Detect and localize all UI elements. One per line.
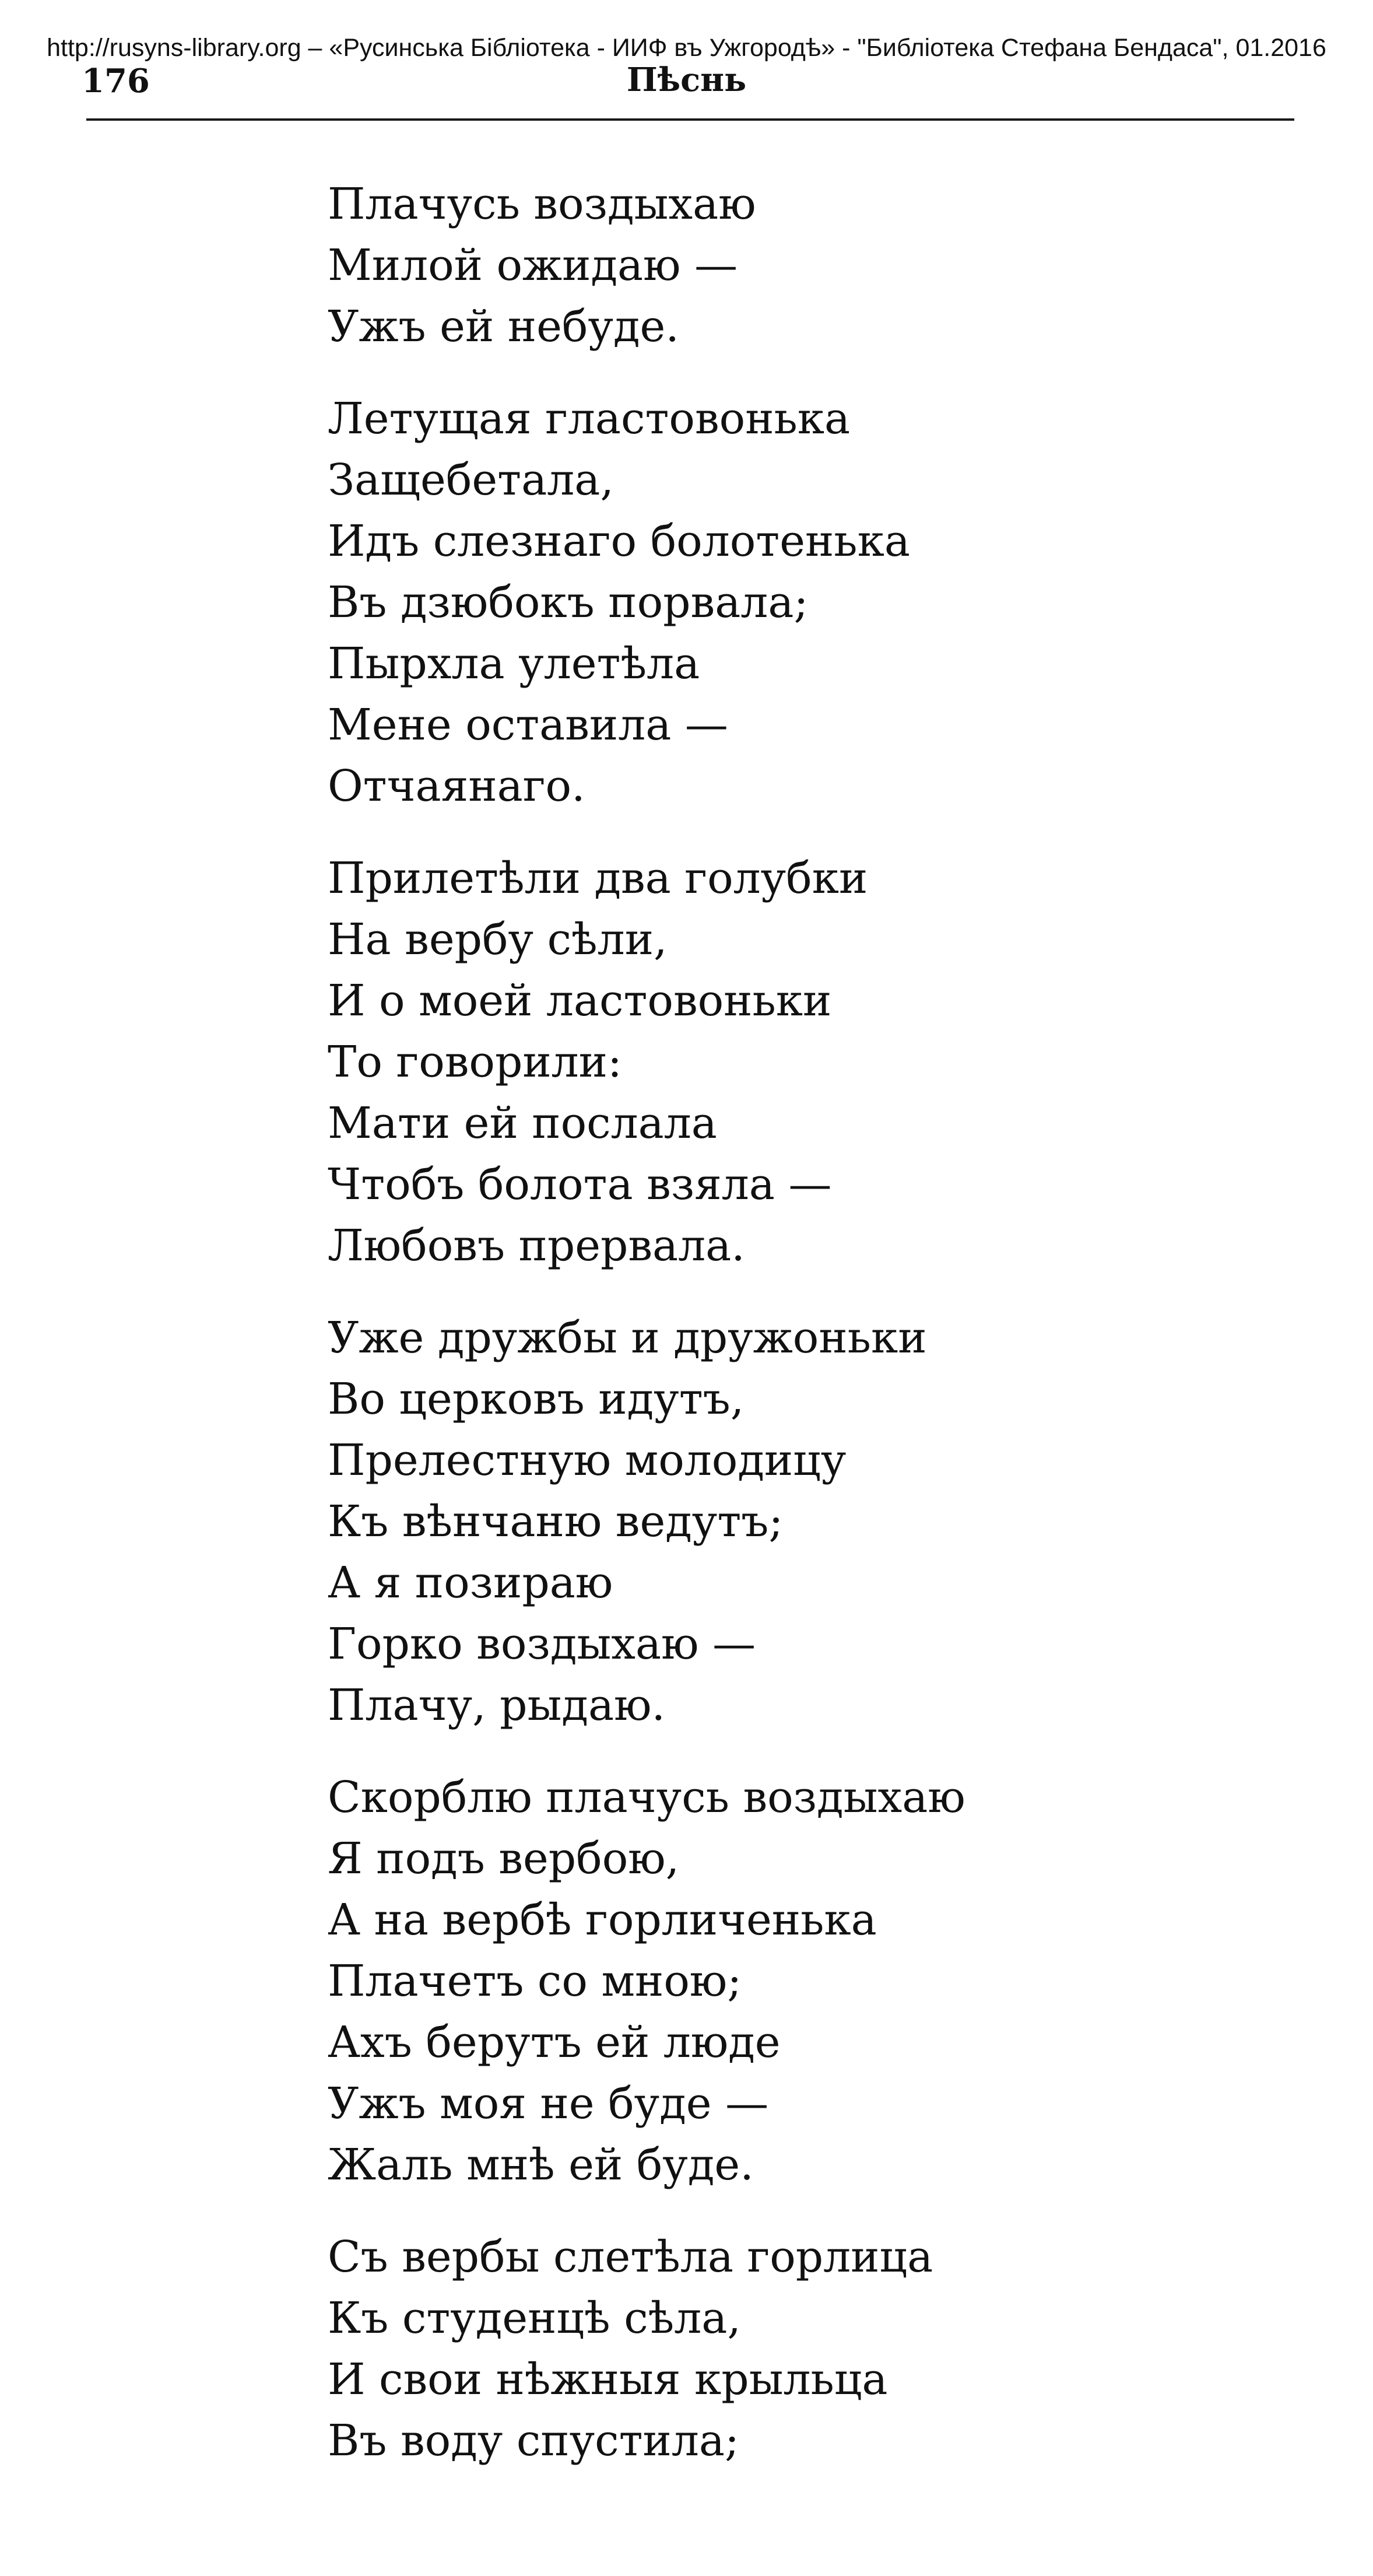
verse-line: На вербу сѣли, [328,914,668,965]
verse-line: Любовъ прервала. [328,1221,745,1271]
stanza [328,388,1260,817]
verse-line: Защебетала, [328,455,614,505]
verse-line: А я позираю [328,1558,613,1608]
verse-line: Уже дружбы и дружоньки [328,1313,927,1363]
verse-line: Къ вѣнчаню ведутъ; [328,1496,784,1547]
verse-line: И свои нѣжныя крыльца [328,2354,888,2405]
verse-line: Плачетъ со мною; [328,1956,742,2006]
header-rule [86,118,1294,121]
verse-line: Чтобъ болота взяла — [328,1159,832,1210]
verse-line: То говорили: [328,1037,622,1087]
verse-line: Жаль мнѣ ей буде. [328,2140,754,2190]
verse-line: И о моей ластовоньки [328,976,832,1026]
verse-line: Плачу, рыдаю. [328,1680,666,1730]
verse-line: Мене оставила — [328,700,728,750]
verse-line: Пырхла улетѣла [328,639,700,689]
page-number: 176 [82,62,150,100]
verse-line: Скорблю плачусь воздыхаю [328,1772,965,1823]
verse-line: Прелестную молодицу [328,1435,847,1485]
verse-line: Летущая гластовонька [328,394,851,444]
verse-line: А на вербѣ горличенька [328,1895,877,1945]
poem [328,174,1260,2503]
verse-line: Горко воздыхаю — [328,1619,756,1669]
stanza [328,848,1260,1277]
verse-line: Съ вербы слетѣла горлица [328,2232,933,2282]
verse-line: Идъ слезнаго болотенька [328,516,910,566]
stanza [328,174,1260,358]
verse-line: Плачусь воздыхаю [328,179,756,229]
verse-line: Къ студенцѣ сѣла, [328,2293,741,2343]
verse-line: Мати ей послала [328,1098,717,1148]
verse-line: Милой ожидаю — [328,240,738,290]
verse-line: Ужъ моя не буде — [328,2079,769,2129]
verse-line: Я подъ вербою, [328,1834,680,1884]
verse-line: Въ воду спустила; [328,2416,739,2466]
verse-line: Во церковъ идутъ, [328,1374,745,1424]
stanza [328,2227,1260,2472]
verse-line: Ахъ берутъ ей люде [328,2017,781,2067]
stanza [328,1308,1260,1736]
verse-line: Ужъ ей небуде. [328,302,679,352]
verse-line: Отчаянаго. [328,761,585,811]
stanza [328,1767,1260,2196]
running-title: Пѣснь [626,61,747,99]
verse-line: Въ дзюбокъ порвала; [328,577,809,628]
source-watermark-line: http://rusyns-library.org – «Русинська Бібліотека - ИИФ въ Ужгородѣ» - "Библіотека Стефана Бендаса", 01.2016 [47,34,1326,62]
verse-line: Прилетѣли два голубки [328,853,868,903]
